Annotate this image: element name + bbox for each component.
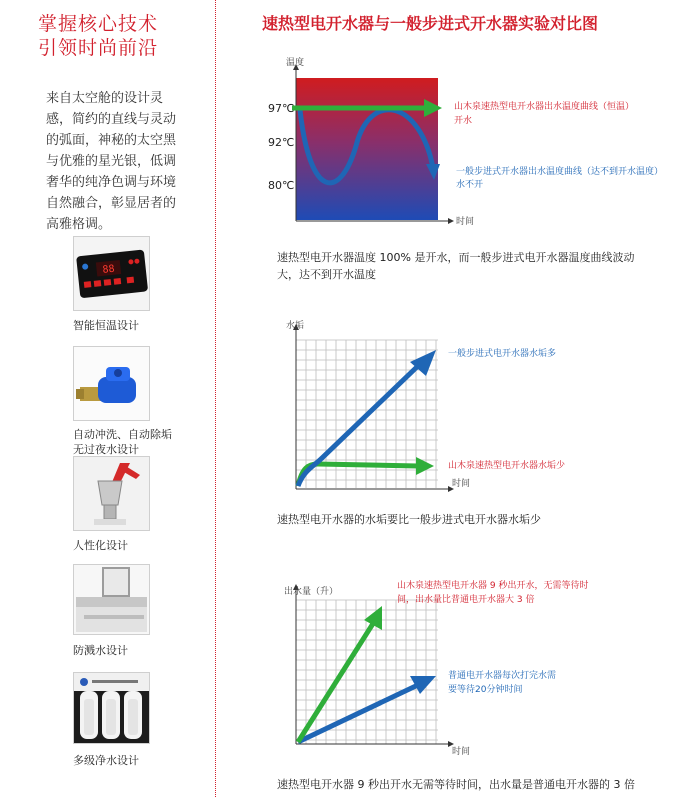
feature-label-purification: 多级净水设计 [73,754,139,767]
tick-80: 80℃ [268,179,295,192]
faucet-image [73,456,150,531]
filter-image [73,672,150,744]
feature-label-splash: 防溅水设计 [73,644,128,657]
intro-line: 奢华的纯净色调与环境 [46,175,177,190]
chart1-annotation-blue-2: 水不开 [456,180,484,190]
feature-label-humanized: 人性化设计 [73,539,128,552]
chart1-x-label: 时间 [456,217,475,227]
tick-97: 97℃ [268,102,295,115]
feature-label-flush: 自动冲洗、自动除垢 [73,428,172,441]
chart1-annotation-blue-1: 一般步进式开水器出水温度曲线（达不到开水温度） [456,167,664,177]
chart2-description: 速热型电开水器的水垢要比一般步进式电开水器水垢少 [277,513,541,526]
chart1-annotation-red-1: 山木泉速热型电开水器出水温度曲线（恒温） [454,102,635,112]
chart3-annotation-red-1: 山木泉速热型电开水器 9 秒出开水，无需等待时 [397,581,589,591]
chart1-description-1: 速热型电开水器温度 100% 是开水，而一般步进式电开水器温度曲线波动 [277,251,635,264]
intro-paragraph [46,88,182,235]
intro-line: 来自太空舱的设计灵 [46,91,164,106]
chart3-annotation-blue-2: 要等待20分钟时间 [448,685,523,695]
feature-label-thermostat: 智能恒温设计 [73,319,139,332]
x-axis-arrow-icon [448,218,454,224]
chart1-description-2: 大，达不到开水温度 [277,268,376,281]
feature-label-flush-2: 无过夜水设计 [73,443,139,456]
temperature-gradient-area [296,78,438,220]
intro-line: 自然融合，彰显居者的 [46,196,177,211]
splash-guard-image [73,564,150,635]
control-panel-image [73,236,150,311]
chart3-annotation-red-2: 间，出水量比普通电开水器大 3 倍 [397,595,535,605]
page-title: 速热型电开水器与一般步进式开水器实验对比图 [262,14,599,33]
chart2-y-label: 水垢 [286,321,305,331]
chart1-annotation-red-2: 开水 [454,116,473,126]
intro-line: 的弧面，神秘的太空黑 [46,133,177,148]
chart3-x-label: 时间 [452,747,471,757]
chart2-annotation-blue: 一般步进式电开水器水垢多 [448,349,557,359]
chart3-y-label: 出水量（升） [284,587,339,597]
valve-image [73,346,150,421]
intro-line: 感，简约的直线与灵动 [46,112,177,127]
chart3-description: 速热型电开水器 9 秒出开水无需等待时间，出水量是普通电开水器的 3 倍 [277,778,635,791]
tick-92: 92℃ [268,136,295,149]
intro-line: 与优雅的星光银，低调 [46,154,177,169]
panel-display-text: 88 [102,263,116,276]
headline-line-1: 掌握核心技术 [38,13,159,35]
chart2-x-label: 时间 [452,479,471,489]
column-divider [215,0,216,797]
temperature-chart [270,50,700,240]
chart2-annotation-red: 山木泉速热型电开水器水垢少 [448,461,566,471]
intro-line: 高雅格调。 [46,217,112,232]
headline-line-2: 引领时尚前沿 [38,37,159,59]
chart3-annotation-blue-1: 普通电开水器每次打完水需 [448,671,557,681]
chart1-y-label: 温度 [286,58,305,68]
